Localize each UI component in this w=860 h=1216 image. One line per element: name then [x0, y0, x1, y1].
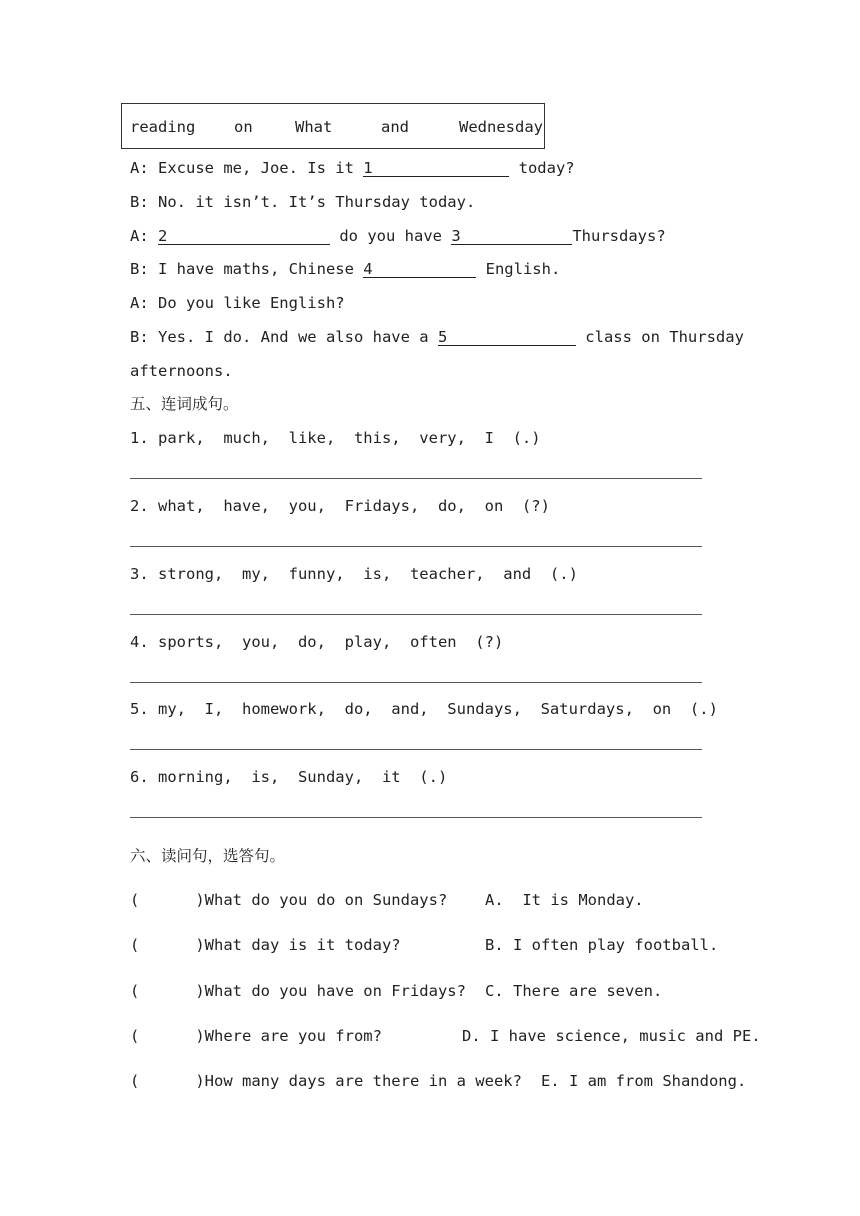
answer-line[interactable] — [130, 749, 702, 750]
answer-option: D. I have science, music and PE. — [462, 1027, 761, 1045]
sentence-item: 2. what, have, you, Fridays, do, on (?) — [130, 497, 550, 515]
sentence-item: 1. park, much, like, this, very, I (.) — [130, 429, 541, 447]
sentence-item: 6. morning, is, Sunday, it (.) — [130, 768, 448, 786]
answer-line[interactable] — [130, 682, 702, 683]
dialogue-line-1: A: Excuse me, Joe. Is it 1 today? — [130, 159, 575, 177]
answer-line[interactable] — [130, 478, 702, 479]
word-bank-item: What — [295, 118, 333, 136]
question-item[interactable]: ( )What do you do on Sundays? — [130, 891, 448, 909]
answer-blank[interactable]: 3 — [451, 226, 572, 245]
answer-option: C. There are seven. — [485, 982, 663, 1000]
question-item[interactable]: ( )How many days are there in a week? — [130, 1072, 522, 1090]
question-item[interactable]: ( )Where are you from? — [130, 1027, 382, 1045]
answer-option: A. It is Monday. — [485, 891, 644, 909]
word-bank-item: and — [381, 118, 409, 136]
answer-line[interactable] — [130, 817, 702, 818]
answer-option: B. I often play football. — [485, 936, 719, 954]
dialogue-line-5: A: Do you like English? — [130, 294, 345, 312]
section-6-title: 六、读问句，选答句。 — [130, 847, 286, 865]
question-item[interactable]: ( )What day is it today? — [130, 936, 401, 954]
answer-blank[interactable]: 2 — [158, 226, 330, 245]
answer-line[interactable] — [130, 614, 702, 615]
answer-blank[interactable]: 4 — [363, 259, 476, 278]
dialogue-line-2: B: No. it isn’t. It’s Thursday today. — [130, 193, 476, 211]
word-bank-item: on — [234, 118, 253, 136]
sentence-item: 4. sports, you, do, play, often (?) — [130, 633, 504, 651]
answer-blank[interactable]: 1 — [363, 158, 509, 177]
section-5-title: 五、连词成句。 — [130, 395, 239, 413]
sentence-item: 5. my, I, homework, do, and, Sundays, Saturdays, on (.) — [130, 700, 718, 718]
dialogue-line-3: A: 2 do you have 3 Thursdays? — [130, 227, 666, 245]
question-item[interactable]: ( )What do you have on Fridays? — [130, 982, 466, 1000]
dialogue-line-6: B: Yes. I do. And we also have a 5 class on Thursday — [130, 328, 744, 346]
answer-blank[interactable]: 5 — [438, 327, 576, 346]
word-bank-item: reading — [130, 118, 196, 136]
sentence-item: 3. strong, my, funny, is, teacher, and (.) — [130, 565, 578, 583]
dialogue-line-7: afternoons. — [130, 362, 233, 380]
dialogue-line-4: B: I have maths, Chinese 4 English. — [130, 260, 561, 278]
answer-option: E. I am from Shandong. — [541, 1072, 747, 1090]
word-bank-item: Wednesday — [459, 118, 543, 136]
answer-line[interactable] — [130, 546, 702, 547]
